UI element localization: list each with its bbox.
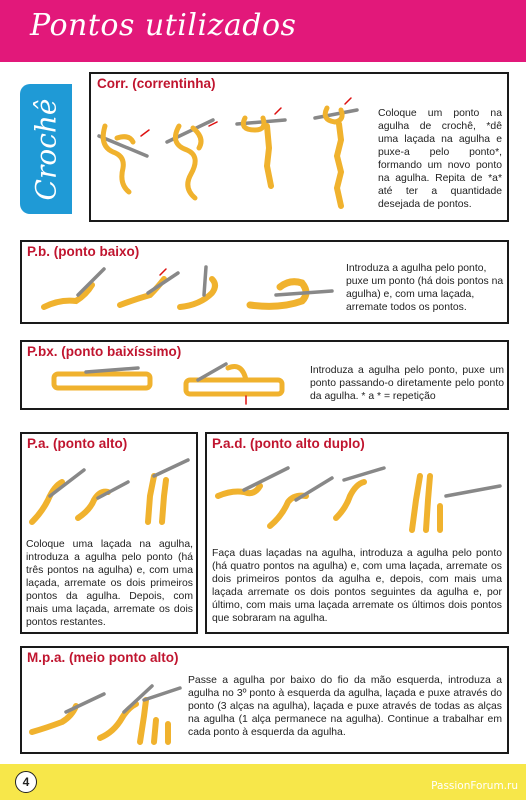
single-crochet-illustration bbox=[40, 265, 340, 317]
stitch-title-pb: P.b. (ponto baixo) bbox=[27, 244, 140, 259]
stitch-title-pbx: P.bx. (ponto baixíssimo) bbox=[27, 344, 182, 359]
page-number: 4 bbox=[15, 771, 37, 793]
section-tab-label: Crochê bbox=[29, 98, 63, 200]
stitch-desc-pbx: Introduza a agulha pelo ponto, puxe um ponto passando-o diretamente pelo ponto da agulha. * a * = repetição bbox=[310, 365, 504, 402]
slip-stitch-illustration bbox=[50, 360, 290, 406]
treble-crochet-illustration bbox=[214, 456, 504, 536]
site-watermark: PassionForum.ru bbox=[431, 780, 518, 792]
page-title: Pontos utilizados bbox=[30, 8, 297, 43]
stitch-title-corr: Corr. (correntinha) bbox=[97, 76, 216, 91]
stitch-title-pa: P.a. (ponto alto) bbox=[27, 436, 128, 451]
stitch-title-pad: P.a.d. (ponto alto duplo) bbox=[212, 436, 365, 451]
section-tab-label-wrap bbox=[20, 84, 72, 214]
chain-stitch-illustration bbox=[95, 96, 367, 214]
double-crochet-illustration bbox=[28, 456, 192, 528]
stitch-desc-pa: Coloque uma laçada na agulha, introduza a agulha pelo ponto (há três pontos na agulha) e, com uma laçada, arremate os dois primeiros pontos da agulha. Depois, com mais uma laçada, arremate os dois pontos restantes. bbox=[26, 539, 193, 628]
stitch-title-mpa: M.p.a. (meio ponto alto) bbox=[27, 650, 179, 665]
stitch-desc-corr: Coloque um ponto na agulha de crochê, *dê uma laçada na agulha e puxe-a pelo ponto*, formando um novo ponto na agulha. Repita de *a* até ter a quantidade desejada de pontos. bbox=[378, 108, 502, 210]
stitch-desc-pb: Introduza a agulha pelo ponto, puxe um ponto (há dois pontos na agulha) e, com uma laçada, arremate todos os pontos. bbox=[346, 263, 504, 313]
stitch-desc-mpa: Passe a agulha por baixo do fio da mão esquerda, introduza a agulha no 3º ponto à esquerda da agulha, laçada e puxe através do ponto (3 alças na agulha), laçada e puxe através de todas as alças na agulha (1 alça permanece na agulha). Continue a trabalhar em cada ponto à esquerda da agulha. bbox=[188, 675, 502, 738]
half-double-crochet-illustration bbox=[28, 672, 184, 748]
stitch-desc-pad: Faça duas laçadas na agulha, introduza a agulha pelo ponto (há quatro pontos na agulha) e, com uma laçada, arremate os dois primeiros pontos da agulha e, depois, com mais uma laçada arremate os dois pontos seguintes da agulha e, por último, com mais uma laçada arremate os últimos dois pontos que sobraram na agulha. bbox=[212, 548, 502, 624]
